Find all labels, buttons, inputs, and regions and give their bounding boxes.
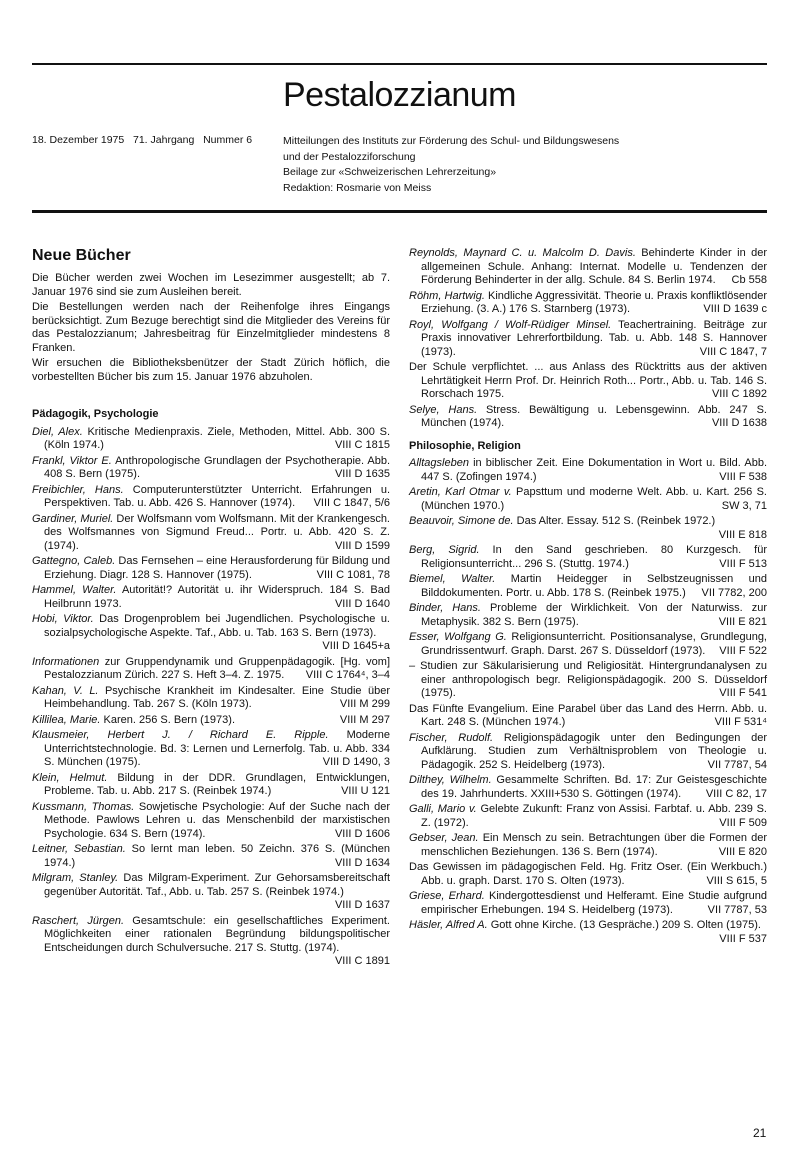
call-number: VIII M 299 [339,698,390,710]
bibliography-entry [409,890,767,917]
bibliography-entry [32,426,390,453]
entry-author: Esser, Wolfgang G. [409,631,507,643]
entry-text: Teachertraining. Beiträge zur Praxis innovativer Lehrerfortbildung. Tab. u. Abb. 148 S. Hannover (1973). [421,318,767,358]
entry-text: Kindergottesdienst und Helferamt. Eine Studie aufgrund empirischer Erhebungen. 194 S. Heidelberg (1973). [421,890,767,916]
bibliography-entry [32,613,390,654]
entry-text: So lernt man leben. 50 Zeichn. 376 S. (München 1974.) [44,843,391,869]
call-number: VIII U 121 [341,785,390,797]
entry-text: Kindliche Aggressivität. Theorie u. Praxis konfliktlösender Erziehung. (3. A.) 176 S. Starnberg (1973). [421,289,767,315]
entry-author: Hobi, Viktor. [32,613,94,625]
call-number: VIII C 1847, 5/6 [313,497,390,509]
call-number: VIII F 538 [719,470,767,483]
section-intro [32,272,390,384]
entry-author: Hammel, Walter. [32,584,117,596]
call-number: SW 3, 71 [721,499,767,512]
entry-author: Galli, Mario v. [409,803,477,815]
entry-text: Behinderte Kinder in der allgemeinen Schule. Anhang: Internat. Modelle u. Tendenzen der Förderung Behinderter in der allg. Schule. 84 S. Berlin 1974. [421,247,767,286]
call-number: VIII D 1638 [711,417,767,429]
bibliography-entry [32,484,390,511]
call-number: VII 7787, 53 [707,903,767,916]
call-number: VII 7782, 200 [701,586,767,599]
entry-text: Moderne Unterrichtstechnologie. Bd. 3: Lernen und Lernerfolg. Tab. u. Abb. 334 S. München (1975). [44,729,390,768]
call-number: VIII C 1847, 7 [699,345,767,358]
entry-author: Reynolds, Maynard C. u. Malcolm D. Davis. [409,247,636,259]
entry-text: Studien zur Säkularisierung und Religiosität. Hintergrundanalysen zu einer anthropologisch begr. Religionspädagogik. 200 S. Düsseldorf (1975). [420,660,767,699]
entry-text: Gelebte Zukunft: Franz von Assisi. Farbtaf. u. Abb. 239 S. Z. (1972). [421,803,767,829]
bibliography-entry [409,774,767,801]
call-number: VIII F 513 [719,557,767,570]
entry-author: Berg, Sigrid. [409,544,480,556]
subtitle-line: und der Pestalozziforschung [283,150,416,163]
entry-author: Selye, Hans. [409,403,478,416]
issue-volume: 71. Jahrgang [133,134,195,146]
bibliography-entry [32,455,390,482]
call-number: VIII F 541 [719,687,767,699]
entry-text: Das Drogenproblem bei Jugendlichen. Psychologische u. sozialpsychologische Aspekte. Taf., Abb. u. Tab. 163 S. Bern (1973). [44,613,390,639]
entry-text: Bildung in der DDR. Grundlagen, Entwicklungen, Probleme. Tab. u. Abb. 217 S. (Reinbek 1974.) [44,771,390,797]
issue-date: 18. Dezember 1975 [32,134,125,146]
entry-text: zur Gruppendynamik und Gruppenpädagogik. [Hg. vom] Pestalozzianum Zürich. 227 S. Heft 3–4. Z. 1975. [44,655,390,681]
call-number: VIII D 1634 [334,856,390,869]
entry-text: Anthropologische Grundlagen der Psychotherapie. Abb. 408 S. Bern (1975). [44,454,391,480]
entry-author: Klein, Helmut. [32,771,108,784]
entry-author: Binder, Hans. [409,602,481,614]
entry-author: Fischer, Rudolf. [409,731,494,744]
entry-text: in biblischer Zeit. Eine Dokumentation in Wort u. Bild. Abb. 447 S. (Zofingen 1974.) [421,457,767,483]
bibliography-entry [409,803,767,830]
call-number: VIII D 1640 [334,597,390,610]
bibliography-entry [32,915,390,969]
entry-text: Religionspädagogik unter den Bedingungen der Aufklärung. Studien zum Verhältnisproblem von Theologie u. Pädagogik. 252 S. Heidelberg (1973). [421,731,768,771]
entry-text: Der Wolfsmann vom Wolfsmann. Mit der Krankengesch. des Wolfsmannes von Sigmund Freud... Portr. u. Abb. 420 S. Z. (1974). [44,512,390,552]
entry-author: Kahan, V. L. [32,684,99,697]
bibliography-entry [409,732,767,773]
entry-text: Das Fernsehen – eine Herausforderung für Bildung und Erziehung. Diagr. 128 S. Hannover (1975). [44,555,390,581]
entry-author: Diel, Alex. [32,425,83,438]
call-number: VIII M 297 [339,713,390,726]
right-column [409,247,767,948]
call-number: VIII C 1815 [334,439,390,451]
entry-text: Computerunterstützter Unterricht. Erfahrungen u. Perspektiven. Tab. u. Abb. 426 S. Hannover (1974). [44,483,391,509]
entry-text: Kritische Medienpraxis. Ziele, Methoden, Mittel. Abb. 300 S. (Köln 1974.) [44,425,390,451]
call-number: VIII E 820 [718,845,767,858]
call-number: VIII F 509 [719,816,767,829]
bibliography-entry [409,515,767,542]
call-number: VIII D 1639 c [703,303,767,315]
bibliography-entry [409,602,767,629]
bibliography-entry [409,544,767,571]
bibliography-entry [32,801,390,842]
entry-author: Leitner, Sebastian. [32,843,126,855]
subtitle-line: Mitteilungen des Instituts zur Förderung des Schul- und Bildungswesens [283,135,620,147]
entry-author: Alltagsleben [409,457,469,469]
entry-author: Häsler, Alfred A. [409,919,488,931]
call-number: VIII C 1892 [711,388,767,400]
bibliography-entry [409,832,767,859]
entry-text: Probleme der Wirklichkeit. Von der Naturwiss. zur Metaphysik. 382 S. Bern (1975). [421,602,767,628]
entry-text: Das Alter. Essay. 512 S. (Reinbek 1972.) [516,515,716,527]
bibliography-entry [409,861,767,888]
call-number: VIII C 1764⁴, 3–4 [305,669,390,681]
bibliography-entry [32,772,390,799]
bibliography-entry [409,457,767,484]
call-number: VIII E 818 [718,528,767,541]
bibliography-entry [409,290,767,317]
entry-text: Ein Mensch zu sein. Betrachtungen über die Formen der menschlichen Beziehungen. 136 S. Bern (1974). [421,832,767,858]
call-number: VIII D 1490, 3 [322,756,390,768]
bibliography-entry [409,404,767,431]
page-number: 21 [753,1126,767,1140]
subtitle-line: Beilage zur «Schweizerischen Lehrerzeitung» [283,166,497,178]
bibliography-entry [409,319,767,360]
call-number: VIII E 821 [718,615,767,628]
entry-author: Milgram, Stanley. [32,872,119,884]
entry-author: Röhm, Hartwig. [409,289,485,302]
bibliography-entry [409,361,767,402]
entry-text: Gesamtschule: ein gesellschaftliches Experiment. Möglichkeiten einer rationalen Begründung bildungspolitischer Entscheidungen durch Schulversuche. 217 S. Stuttg. (1974). [44,914,390,954]
entry-author: Kussmann, Thomas. [32,800,135,813]
call-number: Cb 558 [731,274,767,286]
entry-text: Religionsunterricht. Positionsanalyse, Grundlegung, Grundrissentwurf. Graph. Darst. 267 S. Düsseldorf (1973). [421,631,767,657]
entry-text: Sowjetische Psychologie: Auf der Suche nach der Methode. Pawlows Lehren u. das Menschenbild der marxistischen Psychologie. 634 S. Bern (1974). [44,800,390,840]
intro-paragraph: Die Bestellungen werden nach der Reihenfolge ihres Eingangs berücksichtigt. Zum Bezuge berechtigt sind die Mitglieder des Vereins für das Pestalozzianum; Jahresbeitrag für Einzelmitglieder mindestens 8 Franken. [32,301,390,354]
entry-author: Biemel, Walter. [409,573,496,585]
entry-text: Papsttum und moderne Welt. Abb. u. Kart. 256 S. (München 1970.) [421,486,767,512]
call-number: VIII D 1606 [334,827,390,840]
entry-text: Psychische Krankheit im Kindesalter. Eine Studie über Heimbehandlung. Tab. 267 S. (Köln 1973). [44,684,390,710]
entry-author: Dilthey, Wilhelm. [409,774,492,786]
call-number: VIII D 1645+a [322,640,390,652]
call-number: VII 7787, 54 [707,758,767,771]
bibliography-entry [32,843,390,870]
section-title: Neue Bücher [32,247,131,264]
entry-author: Informationen [32,655,100,668]
intro-paragraph: Die Bücher werden zwei Wochen im Lesezimmer ausgestellt; ab 7. Januar 1976 sind sie zum Ausleihen bereit. [32,272,390,298]
bibliography-entry [409,631,767,658]
bibliography-entry [32,513,390,554]
entry-list-right-psych [409,247,767,431]
entry-text: Stress. Bewältigung u. Lebensgewinn. Abb. 247 S. München (1974). [421,403,767,429]
entry-author: Gardiner, Muriel. [32,512,114,525]
left-column [32,247,390,971]
entry-list-left [32,426,390,969]
category-heading-philosophie: Philosophie, Religion [409,439,521,452]
call-number: VIII F 522 [719,644,767,657]
bibliography-entry [32,729,390,770]
entry-author: Raschert, Jürgen. [32,914,125,927]
entry-text: Autorität!? Autorität u. ihr Widerspruch. 184 S. Bad Heilbrunn 1973. [44,584,390,610]
bibliography-entry [32,714,390,728]
intro-paragraph: Wir ersuchen die Bibliotheksbenützer der Stadt Zürich höflich, die vorbestellten Bücher bis zum 15. Januar 1976 abzuholen. [32,357,390,383]
bibliography-entry [409,247,767,288]
entry-text: Karen. 256 S. Bern (1973). [103,713,235,726]
entry-text: Das Fünfte Evangelium. Eine Parabel über das Land des Herrn. Abb. u. Kart. 248 S. (München 1974.) [409,702,767,728]
entry-list-right-philo [409,457,767,946]
bibliography-entry [32,872,390,913]
call-number: VIII C 1891 [334,955,390,967]
call-number: VIII F 531⁴ [714,716,767,728]
call-number: VIII D 1635 [334,468,390,480]
issue-info [32,134,252,146]
entry-text: Das Milgram-Experiment. Zur Gehorsamsbereitschaft gegenüber Autorität. Taf., Abb. u. Tab. 257 S. (Reinbek 1974.) [44,872,391,898]
entry-text: Das Gewissen im pädagogischen Feld. Hg. Fritz Oser. (Ein Werkbuch.) Abb. u. graph. Darst. 170 S. Olten (1973). [409,861,767,887]
bibliography-entry [409,919,767,946]
call-number: VIII C 1081, 78 [316,568,390,581]
entry-text: In den Sand geschrieben. 80 Kurzgesch. für Religionsunterricht... 296 S. (Stuttg. 1974.) [421,544,767,570]
bibliography-entry [32,584,390,611]
entry-author: Gebser, Jean. [409,832,479,844]
publication-subtitle [283,134,619,196]
entry-text: Gott ohne Kirche. (13 Gespräche.) 209 S. Olten (1975). [490,919,761,931]
call-number: VIII C 82, 17 [705,787,767,800]
entry-author: Gattegno, Caleb. [32,555,116,567]
page-title: Pestalozzianum [283,76,517,114]
entry-author: Royl, Wolfgang / Wolf-Rüdiger Minsel. [409,318,612,331]
issue-number: Nummer 6 [203,134,253,146]
bibliography-entry [409,486,767,513]
header-bottom-rule [32,210,767,213]
entry-author: Beauvoir, Simone de. [409,515,514,527]
call-number: VIII F 537 [719,932,767,945]
entry-author: Aretin, Karl Otmar v. [409,486,512,498]
entry-text: Der Schule verpflichtet. ... aus Anlass des Rücktritts aus der aktiven Lehrtätigkeit Herrn Prof. Dr. Heinrich Roth... Portr., Abb. u. Tab. 146 S. Rorschach 1975. [409,361,767,400]
subtitle-line: Redaktion: Rosmarie von Meiss [283,181,432,194]
entry-text: Gesammelte Schriften. Bd. 17: Zur Geistesgeschichte des 19. Jahrhunderts. XXIII+530 S. Göttingen (1974). [421,774,767,800]
bibliography-entry [32,685,390,712]
entry-author: Frankl, Viktor E. [32,454,112,467]
entry-author: Klausmeier, Herbert J. / Richard E. Ripple. [32,729,329,741]
entry-author: Griese, Erhard. [409,890,485,902]
entry-author: Freibichler, Hans. [32,483,124,496]
call-number: VIII S 615, 5 [706,874,767,887]
call-number: VIII D 1599 [334,539,390,552]
bibliography-entry [409,660,767,701]
header-top-rule [32,63,767,65]
entry-author: Killilea, Marie. [32,713,101,726]
entry-author: – [409,660,416,672]
bibliography-entry [409,573,767,600]
bibliography-entry [32,656,390,683]
bibliography-entry [32,555,390,582]
call-number: VIII D 1637 [334,899,390,911]
bibliography-entry [409,703,767,730]
category-heading-paedagogik: Pädagogik, Psychologie [32,408,159,420]
entry-text: Martin Heidegger in Selbstzeugnissen und Bilddokumenten. Portr. u. Abb. 178 S. (Reinbek 1975.) [421,573,767,599]
